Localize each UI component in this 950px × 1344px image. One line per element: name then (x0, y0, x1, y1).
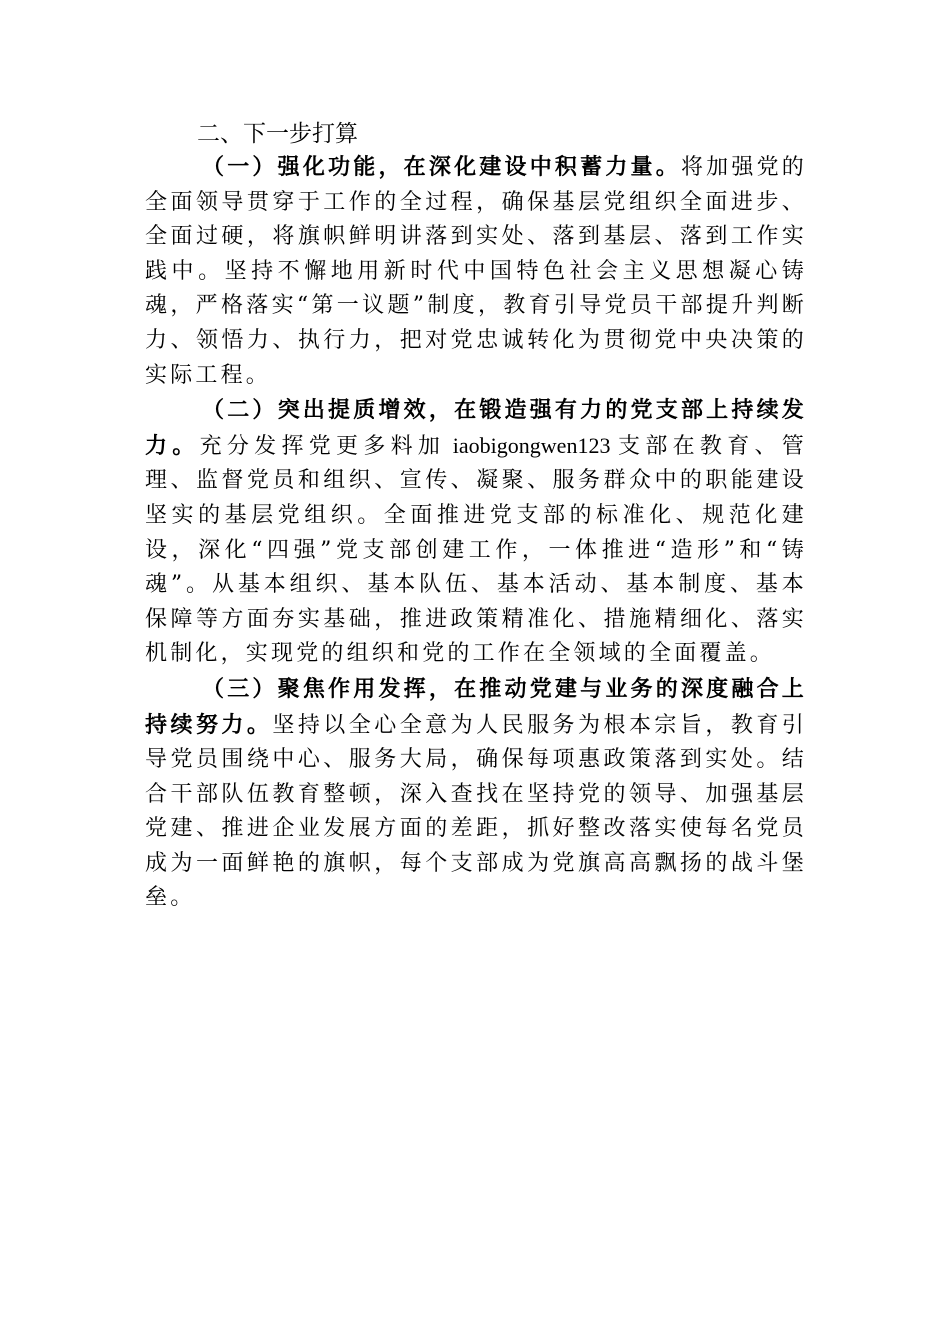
paragraph-2-lead: （二）突出提质增效，在锻造强有力的党支部上持续发力。 (145, 397, 807, 459)
paragraph-3 (145, 672, 807, 916)
paragraph-1 (145, 150, 807, 393)
document-body (145, 118, 807, 916)
paragraph-2-body-start: 充分发挥党更多料加 (199, 433, 446, 459)
paragraph-1-lead: （一）强化功能，在深化建设中积蓄力量。 (202, 154, 681, 180)
paragraph-3-body: 坚持以全心全意为人民服务为根本宗旨，教育引导党员围绕中心、服务大局，确保每项惠政策落到实处。结合干部队伍教育整顿，深入查找在坚持党的领导、加强基层党建、推进企业发展方面的差距，抓好整改落实使每名党员成为一面鲜艳的旗帜，每个支部成为党旗高高飘扬的战斗堡垒。 (145, 712, 807, 911)
section-heading: 二、下一步打算 (197, 121, 358, 147)
paragraph-3-lead: （三）聚焦作用发挥，在推动党建与业务的深度融合上持续努力。 (145, 675, 807, 738)
paragraph-2-body-end: 支部在教育、管理、监督党员和组织、宣传、凝聚、服务群众中的职能建设坚实的基层党组织。全面推进党支部的标准化、规范化建设，深化“四强”党支部创建工作，一体推进“造形”和“铸魂”。从基本组织、基本队伍、基本活动、基本制度、基本保障等方面夯实基础，推进政策精准化、措施精细化、落实机制化，实现党的组织和党的工作在全领域的全面覆盖。 (145, 433, 807, 667)
paragraph-1-body: 将加强党的全面领导贯穿于工作的全过程，确保基层党组织全面进步、全面过硬，将旗帜鲜明讲落到实处、落到基层、落到工作实践中。坚持不懈地用新时代中国特色社会主义思想凝心铸魂，严格落实“第一议题”制度，教育引导党员干部提升判断力、领悟力、执行力，把对党忠诚转化为贯彻党中央决策的实际工程。 (145, 155, 807, 388)
paragraph-2-watermark-text: iaobigongwen123 (445, 432, 619, 458)
paragraph-2 (145, 393, 807, 672)
